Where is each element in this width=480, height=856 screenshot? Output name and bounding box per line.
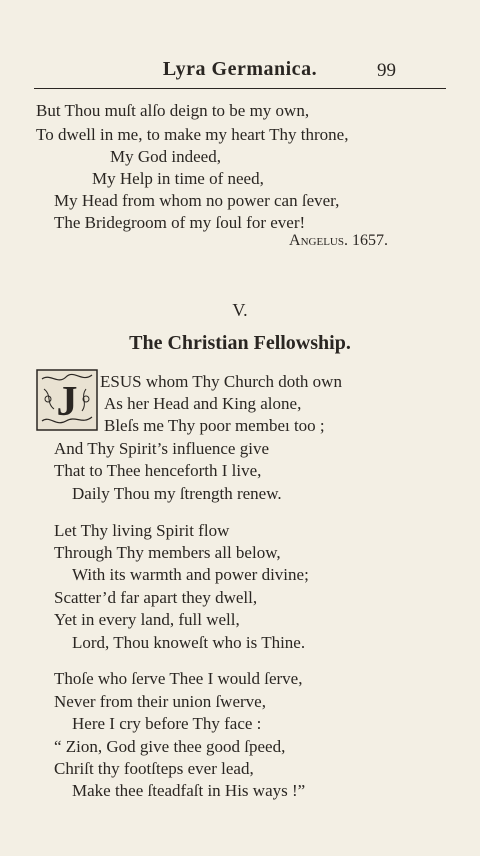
attribution: Angelus. 1657. — [289, 232, 388, 249]
verse-line: Thoſe who ſerve Thee I would ſerve, — [54, 669, 303, 688]
verse-line: “ Zion, God give thee good ſpeed, — [54, 737, 286, 756]
hymn-numeral: V. — [232, 300, 248, 320]
verse-line: The Bridegroom of my ſoul for ever! — [54, 213, 306, 232]
verse-line: My Help in time of need, — [92, 169, 264, 188]
verse-line: That to Thee henceforth I live, — [54, 461, 262, 480]
verse-line: With its warmth and power divine; — [72, 565, 309, 584]
verse-line: But Thou muſt alſo deign to be my own, — [36, 101, 310, 120]
dropcap-letter: J — [56, 379, 78, 425]
verse-line: Bleſs me Thy poor membeı too ; — [104, 416, 325, 435]
verse-line: Chriſt thy footſteps ever lead, — [54, 759, 254, 778]
verse-line: Scatter’d far apart they dwell, — [54, 588, 258, 607]
verse-line: As her Head and King alone, — [104, 394, 302, 413]
verse-line: And Thy Spirit’s influence give — [54, 439, 269, 458]
verse-line: To dwell in me, to make my heart Thy throne, — [36, 125, 349, 144]
verse-line: ESUS whom Thy Church doth own — [100, 372, 342, 391]
verse-line: Daily Thou my ſtrength renew. — [72, 484, 282, 503]
verse-line: Let Thy living Spirit flow — [54, 521, 230, 540]
verse-line: Lord, Thou knoweſt who is Thine. — [72, 633, 306, 652]
running-header-title: Lyra Germanica. — [162, 58, 318, 80]
verse-line: Through Thy members all below, — [54, 543, 281, 562]
verse-line: Yet in every land, full well, — [54, 610, 240, 629]
header-rule — [34, 88, 446, 89]
verse-line: Never from their union ſwerve, — [54, 692, 266, 711]
page-number: 99 — [377, 60, 396, 81]
verse-line: My Head from whom no power can ſever, — [54, 191, 340, 210]
decorative-dropcap-icon — [36, 369, 98, 431]
verse-line: My God indeed, — [110, 147, 221, 166]
verse-line: Here I cry before Thy face : — [72, 714, 262, 733]
hymn-title: The Christian Fellowship. — [129, 332, 351, 354]
verse-line: Make thee ſteadfaſt in His ways !” — [72, 781, 306, 800]
